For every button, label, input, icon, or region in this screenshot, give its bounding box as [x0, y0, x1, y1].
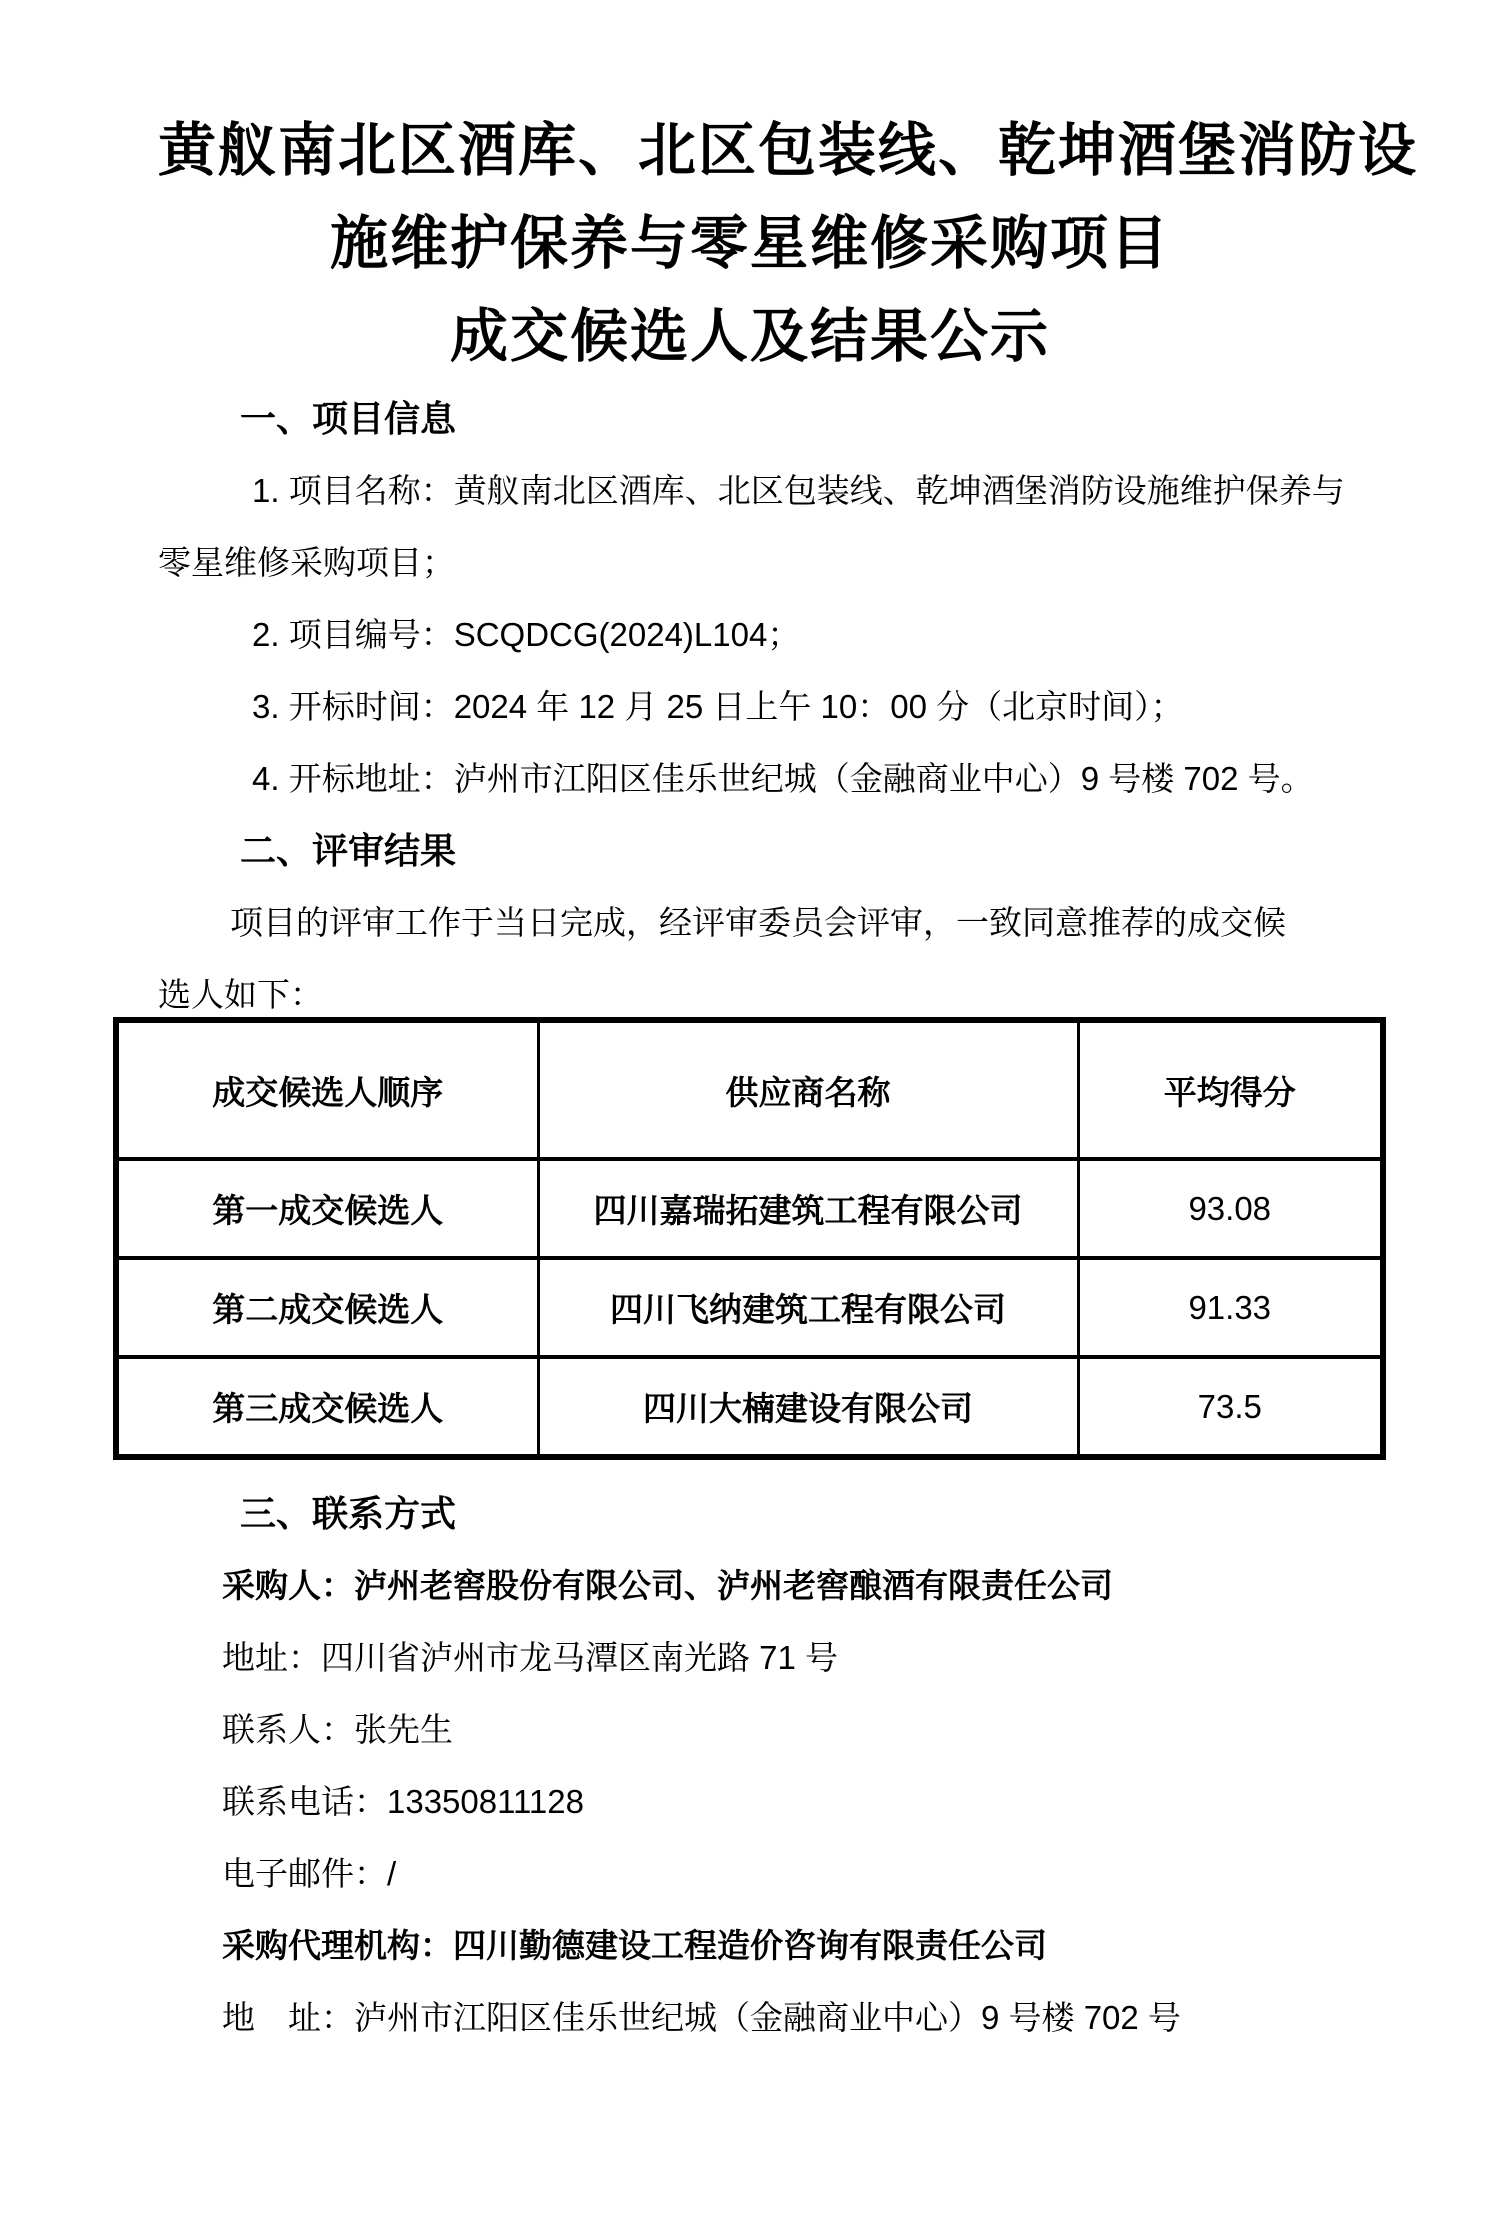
- candidate-3-rank: 第三成交候选人: [116, 1357, 538, 1457]
- document-title: [158, 104, 1419, 383]
- agency-address-line: 地 址：泸州市江阳区佳乐世纪城（金融商业中心）9 号楼 702 号: [222, 1999, 1181, 2036]
- project-number-line: 2. 项目编号：SCQDCG(2024)L104；: [252, 616, 801, 653]
- section-heading-review-result: 二、评审结果: [240, 830, 457, 871]
- contact-person-line: 联系人：张先生: [222, 1711, 453, 1748]
- review-paragraph-line-2: 选人如下：: [158, 976, 323, 1013]
- table-header-score: 平均得分: [1078, 1020, 1383, 1159]
- candidate-3-score: 73.5: [1078, 1357, 1383, 1457]
- table-header-supplier: 供应商名称: [538, 1020, 1078, 1159]
- table-row: [116, 1258, 1383, 1357]
- candidate-1-supplier: 四川嘉瑞拓建筑工程有限公司: [538, 1159, 1078, 1258]
- agency-line: 采购代理机构：四川勤德建设工程造价咨询有限责任公司: [222, 1927, 1047, 1964]
- candidate-2-supplier: 四川飞纳建筑工程有限公司: [538, 1258, 1078, 1357]
- project-name-line-2: 零星维修采购项目；: [158, 544, 455, 581]
- section-heading-project-info: 一、项目信息: [240, 398, 457, 439]
- contact-phone-line: 联系电话：13350811128: [222, 1783, 584, 1820]
- candidate-1-score: 93.08: [1078, 1159, 1383, 1258]
- candidate-2-score: 91.33: [1078, 1258, 1383, 1357]
- bid-opening-address-line: 4. 开标地址：泸州市江阳区佳乐世纪城（金融商业中心）9 号楼 702 号。: [252, 760, 1314, 797]
- title-line-2: 施维护保养与零星维修采购项目: [329, 211, 1170, 276]
- table-header-rank: 成交候选人顺序: [116, 1020, 538, 1159]
- buyer-line: 采购人：泸州老窖股份有限公司、泸州老窖酿酒有限责任公司: [222, 1567, 1113, 1604]
- candidate-3-supplier: 四川大楠建设有限公司: [538, 1357, 1078, 1457]
- review-paragraph-line-1: 项目的评审工作于当日完成，经评审委员会评审，一致同意推荐的成交候: [230, 904, 1286, 941]
- bid-opening-time-line: 3. 开标时间：2024 年 12 月 25 日上午 10：00 分（北京时间）；: [252, 688, 1184, 725]
- buyer-address-line: 地址：四川省泸州市龙马潭区南光路 71 号: [222, 1639, 839, 1676]
- section-heading-contact: 三、联系方式: [240, 1493, 457, 1534]
- title-line-3: 成交候选人及结果公示: [449, 304, 1050, 369]
- project-name-line-1: 1. 项目名称：黄舣南北区酒库、北区包装线、乾坤酒堡消防设施维护保养与: [252, 472, 1345, 509]
- title-line-1: 黄舣南北区酒库、北区包装线、乾坤酒堡消防设: [158, 118, 1419, 183]
- table-header-row: [116, 1020, 1383, 1159]
- candidates-result-table: [113, 1017, 1386, 1460]
- candidate-1-rank: 第一成交候选人: [116, 1159, 538, 1258]
- table-row: [116, 1159, 1383, 1258]
- contact-email-line: 电子邮件：/: [222, 1855, 397, 1892]
- candidate-2-rank: 第二成交候选人: [116, 1258, 538, 1357]
- table-row: [116, 1357, 1383, 1457]
